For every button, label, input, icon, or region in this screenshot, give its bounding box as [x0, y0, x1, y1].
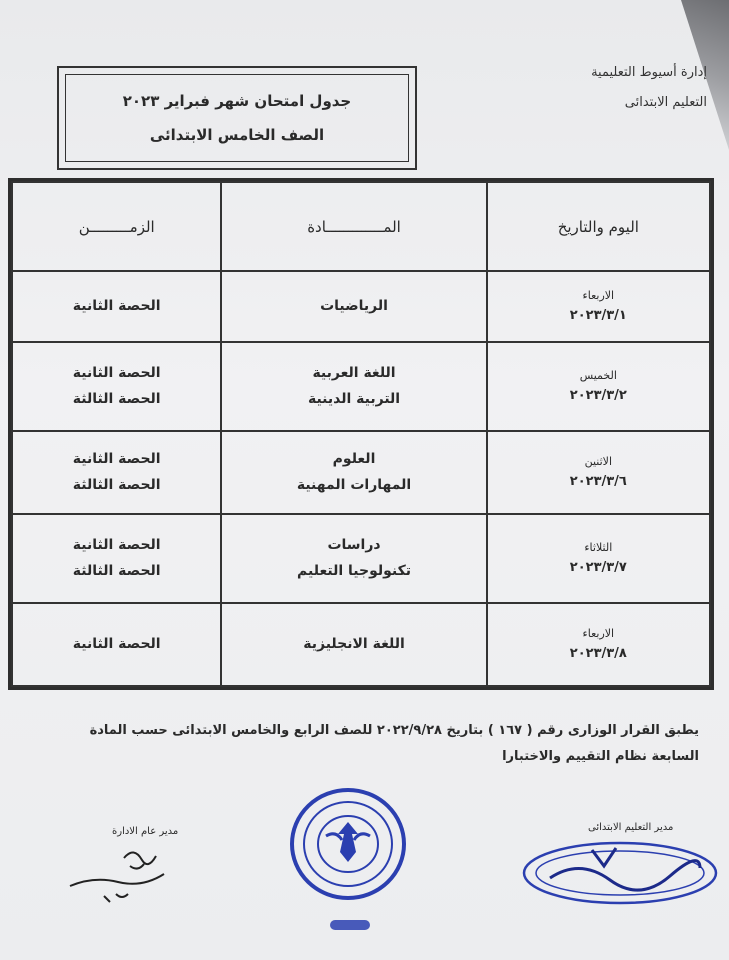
header-period: الزمـــــــــن: [12, 182, 221, 271]
period-label: الحصة الثالثة: [72, 477, 161, 494]
note-line-1: يطبق القرار الوزارى رقم ( ١٦٧ ) بتاريخ ٢٠٢٢/٩/٢٨ للصف الرابع والخامس الابتدائى حسب المادة: [89, 723, 699, 738]
subject-label: اللغة العربية: [312, 365, 396, 382]
subject-cell: [221, 603, 486, 686]
day-label: الاثنين: [584, 455, 613, 469]
day-date-cell: [487, 271, 710, 342]
table-row: [12, 342, 710, 431]
subject-label: تكنولوجيا التعليم: [297, 563, 411, 580]
subject-cell: [221, 514, 486, 603]
date-label: ٢٠٢٣/٣/٨: [569, 646, 627, 662]
title-line-2: الصف الخامس الابتدائى: [149, 126, 325, 144]
period-cell: [12, 431, 221, 514]
period-cell: [12, 514, 221, 603]
period-cell: [12, 342, 221, 431]
date-label: ٢٠٢٣/٣/١: [569, 308, 627, 324]
subject-label: الرياضيات: [320, 298, 388, 315]
period-label: الحصة الثالثة: [72, 391, 161, 408]
subject-label: التربية الدينية: [307, 391, 401, 408]
period-label: الحصة الثانية: [72, 537, 161, 554]
exam-schedule-table: [8, 178, 714, 690]
table-row: [12, 431, 710, 514]
table-row: [12, 603, 710, 686]
day-label: الثلاثاء: [584, 541, 613, 555]
note-line-2: السابعة نظام التقييم والاختبارا: [502, 749, 699, 764]
period-label: الحصة الثانية: [72, 298, 161, 315]
ministerial-decree-note: [30, 718, 699, 770]
day-label: الخميس: [579, 369, 617, 383]
day-label: الاربعاء: [582, 627, 615, 641]
day-date-cell: [487, 431, 710, 514]
department-name: التعليم الابتدائى: [624, 95, 707, 110]
period-cell: [12, 271, 221, 342]
date-label: ٢٠٢٣/٣/٧: [569, 560, 627, 576]
date-label: ٢٠٢٣/٣/٢: [569, 388, 627, 404]
period-label: الحصة الثانية: [72, 636, 161, 653]
subject-label: العلوم: [332, 451, 376, 468]
title-line-1: جدول امتحان شهر فبراير ٢٠٢٣: [122, 92, 352, 110]
table-row: [12, 514, 710, 603]
directorate-name: إدارة أسيوط التعليمية: [591, 65, 707, 80]
title-box: [57, 66, 417, 170]
subject-label: دراسات: [327, 537, 381, 554]
subject-label: المهارات المهنية: [296, 477, 412, 494]
department-stamp-icon: [520, 838, 725, 908]
subject-cell: [221, 271, 486, 342]
official-seal-icon: [286, 786, 416, 936]
table-row: [12, 271, 710, 342]
subject-cell: [221, 431, 486, 514]
day-date-cell: [487, 514, 710, 603]
general-director-label: مدير عام الادارة: [112, 826, 179, 837]
day-date-cell: [487, 342, 710, 431]
day-date-cell: [487, 603, 710, 686]
header-subject: المـــــــــــــادة: [221, 182, 486, 271]
period-cell: [12, 603, 221, 686]
period-label: الحصة الثالثة: [72, 563, 161, 580]
primary-education-director-label: مدير التعليم الابتدائى: [588, 822, 674, 833]
date-label: ٢٠٢٣/٣/٦: [569, 474, 627, 490]
period-label: الحصة الثانية: [72, 451, 161, 468]
handwritten-signature-icon: [64, 836, 174, 906]
header-right: [591, 58, 707, 118]
day-label: الاربعاء: [582, 289, 615, 303]
table-header-row: [12, 182, 710, 271]
period-label: الحصة الثانية: [72, 365, 161, 382]
subject-label: اللغة الانجليزية: [303, 636, 405, 653]
subject-cell: [221, 342, 486, 431]
header-day-date: اليوم والتاريخ: [487, 182, 710, 271]
